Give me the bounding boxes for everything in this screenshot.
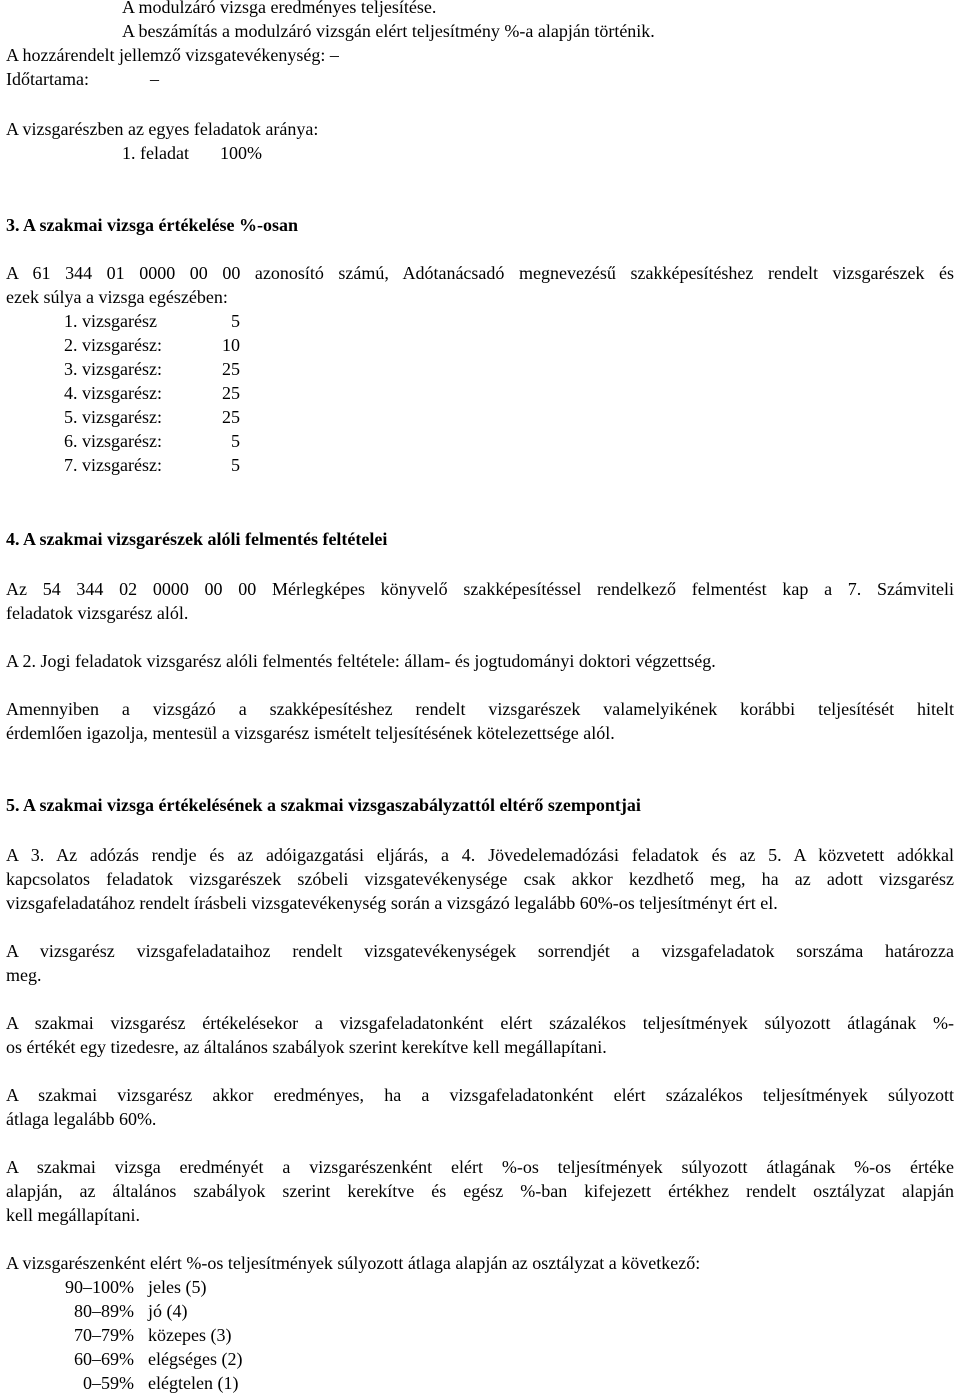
vizsgaresz-label: 1. vizsgarész <box>64 311 157 331</box>
section-5-p6: A vizsgarészenként elért %-os teljesítmények súlyozott átlaga alapján az osztályzat a következő: <box>6 1253 701 1273</box>
duration-value: – <box>149 69 159 89</box>
grade-range: 70–79% <box>74 1325 134 1345</box>
vizsgaresz-label: 3. vizsgarész: <box>64 359 162 379</box>
vizsgaresz-label: 2. vizsgarész: <box>64 335 162 355</box>
section-3-para-line-2: ezek súlya a vizsga egészében: <box>6 287 228 307</box>
grade-name: közepes (3) <box>148 1325 232 1345</box>
grade-name: elégséges (2) <box>148 1349 243 1369</box>
grade-row <box>50 1324 231 1346</box>
section-5-heading: 5. A szakmai vizsga értékelésének a szakmai vizsgaszabályzattól eltérő szempontjai <box>6 795 641 815</box>
section-5-p3-line-2: os értékét egy tizedesre, az általános szabályok szerint kerekítve kell megállapítani. <box>6 1037 607 1057</box>
section-5-p4-line-2: átlaga legalább 60%. <box>6 1109 157 1129</box>
vizsgaresz-weight: 10 <box>222 335 240 355</box>
vizsgaresz-row <box>64 310 240 332</box>
section-4-heading: 4. A szakmai vizsgarészek alóli felmentés feltételei <box>6 529 388 549</box>
ratio-heading: A vizsgarészben az egyes feladatok aránya: <box>6 119 319 139</box>
intro-line-2: A beszámítás a modulzáró vizsgán elért teljesítmény %-a alapján történik. <box>122 21 655 41</box>
vizsgaresz-row <box>64 334 240 356</box>
section-5-p2-line-1: A vizsgarész vizsgafeladataihoz rendelt vizsgatevékenységek sorrendjét a vizsgafeladatok sorszáma határozza <box>6 941 954 961</box>
vizsgaresz-row <box>64 406 240 428</box>
section-3-heading: 3. A szakmai vizsga értékelése %-osan <box>6 215 298 235</box>
section-3-para-line-1: A 61 344 01 0000 00 00 azonosító számú, Adótanácsadó megnevezésű szakképesítéshez rendelt vizsgarészek és <box>6 263 954 283</box>
vizsgaresz-weight: 5 <box>231 455 240 475</box>
grade-name: elégtelen (1) <box>148 1373 239 1393</box>
section-5-p5-line-2: alapján, az általános szabályok szerint kerekítve és egész %-ban kifejezett értékhez rendelt osztályzat alapján <box>6 1181 954 1201</box>
vizsgaresz-weight: 5 <box>231 431 240 451</box>
grade-row <box>50 1276 206 1298</box>
section-5-p2-line-2: meg. <box>6 965 42 985</box>
section-5-p5-line-3: kell megállapítani. <box>6 1205 140 1225</box>
task-label: 1. feladat <box>122 143 189 163</box>
vizsgaresz-label: 6. vizsgarész: <box>64 431 162 451</box>
grade-name: jó (4) <box>148 1301 188 1321</box>
task-row <box>122 142 262 164</box>
grade-row <box>50 1372 238 1394</box>
vizsgaresz-row <box>64 358 240 380</box>
section-5-p5-line-1: A szakmai vizsga eredményét a vizsgarészenként elért %-os teljesítmények súlyozott átlagának %-os értéke <box>6 1157 954 1177</box>
grade-row <box>50 1348 242 1370</box>
grade-range: 60–69% <box>74 1349 134 1369</box>
vizsgaresz-weight: 25 <box>222 383 240 403</box>
grade-range: 0–59% <box>83 1373 134 1393</box>
vizsgaresz-label: 4. vizsgarész: <box>64 383 162 403</box>
task-value: 100% <box>219 143 262 163</box>
vizsgaresz-row <box>64 382 240 404</box>
section-5-p1-line-3: vizsgafeladatához rendelt írásbeli vizsgatevékenység során a vizsgázó legalább 60%-os teljesítményt ért el. <box>6 893 778 913</box>
vizsgaresz-row <box>64 430 240 452</box>
vizsgaresz-label: 5. vizsgarész: <box>64 407 162 427</box>
section-5-p4-line-1: A szakmai vizsgarész akkor eredményes, ha a vizsgafeladatonként elért százalékos teljesítmények súlyozott <box>6 1085 954 1105</box>
section-5-p1-line-2: kapcsolatos feladatok vizsgarészek szóbeli vizsgatevékenysége csak akkor kezdhető meg, ha az adott vizsgarész <box>6 869 954 889</box>
vizsgaresz-weight: 25 <box>222 359 240 379</box>
grade-range: 90–100% <box>65 1277 134 1297</box>
vizsgaresz-label: 7. vizsgarész: <box>64 455 162 475</box>
section-4-p1-line-1: Az 54 344 02 0000 00 00 Mérlegképes könyvelő szakképesítéssel rendelkező felmentést kap a 7. Számviteli <box>6 579 954 599</box>
grade-row <box>50 1300 188 1322</box>
grade-range: 80–89% <box>74 1301 134 1321</box>
intro-line-3: A hozzárendelt jellemző vizsgatevékenység: – <box>6 45 339 65</box>
section-4-p3-line-1: Amennyiben a vizsgázó a szakképesítéshez rendelt vizsgarészek valamelyikének korábbi teljesítését hitelt <box>6 699 954 719</box>
section-5-p1-line-1: A 3. Az adózás rendje és az adóigazgatási eljárás, a 4. Jövedelemadózási feladatok és az 5. A közvetett adókkal <box>6 845 954 865</box>
vizsgaresz-row <box>64 454 240 476</box>
section-4-p2: A 2. Jogi feladatok vizsgarész alóli felmentés feltétele: állam- és jogtudományi doktori végzettség. <box>6 651 716 671</box>
vizsgaresz-weight: 5 <box>231 311 240 331</box>
section-4-p1-line-2: feladatok vizsgarész alól. <box>6 603 189 623</box>
section-4-p3-line-2: érdemlően igazolja, mentesül a vizsgarész ismételt teljesítésének kötelezettsége alól. <box>6 723 615 743</box>
grade-name: jeles (5) <box>148 1277 207 1297</box>
vizsgaresz-weight: 25 <box>222 407 240 427</box>
intro-line-1: A modulzáró vizsga eredményes teljesítése. <box>122 0 437 17</box>
section-5-p3-line-1: A szakmai vizsgarész értékelésekor a vizsgafeladatonként elért százalékos teljesítmények súlyozott átlagának %- <box>6 1013 954 1033</box>
duration-label: Időtartama: <box>6 69 89 89</box>
duration-row <box>6 68 159 90</box>
